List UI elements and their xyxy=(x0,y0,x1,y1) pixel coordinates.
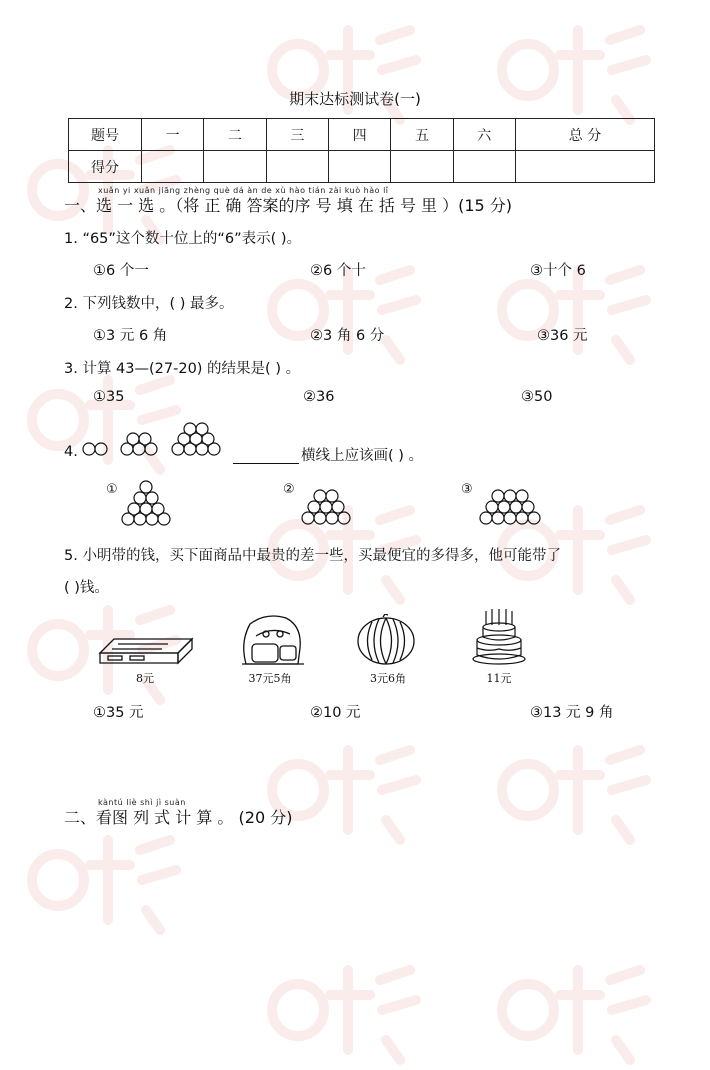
q2-option-1[interactable]: ①3 元 6 角 xyxy=(93,328,168,344)
question-3-stem: 3. 计算 43—(27-20) 的结果是( ) 。 xyxy=(64,361,301,377)
triangle-pattern-icon xyxy=(298,488,354,526)
score-header-cell: 五 xyxy=(391,119,453,151)
q3-option-1[interactable]: ①35 xyxy=(93,389,125,405)
score-header-cell: 四 xyxy=(328,119,390,151)
score-cell[interactable] xyxy=(266,151,328,183)
score-header-cell: 总 分 xyxy=(515,119,654,151)
backpack-icon xyxy=(236,612,308,668)
pencil-box-icon xyxy=(98,636,194,666)
q4-option-2-mark[interactable]: ② xyxy=(283,482,295,497)
section2-heading: 二、看图 列 式 计 算 。 (20 分) xyxy=(64,808,293,827)
score-header-cell: 题号 xyxy=(69,119,142,151)
answer-blank-line[interactable] xyxy=(233,449,299,464)
score-cell[interactable] xyxy=(204,151,266,183)
watermark-logo xyxy=(20,820,190,940)
score-table-score-row xyxy=(69,151,655,183)
score-header-cell: 二 xyxy=(204,119,266,151)
score-header-cell: 三 xyxy=(266,119,328,151)
price-label: 37元5角 xyxy=(248,672,292,685)
watermark-logo xyxy=(260,950,430,1070)
page-title: 期末达标测试卷(一) xyxy=(289,90,421,108)
question-1-stem: 1. “65”这个数十位上的“6”表示( )。 xyxy=(64,231,302,247)
score-cell[interactable] xyxy=(515,151,654,183)
q1-option-3[interactable]: ③十个 6 xyxy=(530,263,586,279)
score-cell[interactable] xyxy=(142,151,204,183)
watermelon-icon xyxy=(355,614,417,666)
circle-pattern-icon xyxy=(82,422,224,458)
q3-option-2[interactable]: ②36 xyxy=(303,389,335,405)
q3-option-3[interactable]: ③50 xyxy=(521,389,553,405)
score-table-header-row xyxy=(69,119,655,151)
triangle-pattern-icon xyxy=(118,480,174,526)
question-4-stem: 横线上应该画( ) 。 xyxy=(301,448,424,464)
q4-option-1-mark[interactable]: ① xyxy=(106,482,118,497)
cake-icon xyxy=(472,607,526,667)
q1-option-1[interactable]: ①6 个一 xyxy=(93,263,149,279)
question-5-stem-line2: ( )钱。 xyxy=(64,580,109,596)
score-header-cell: 一 xyxy=(142,119,204,151)
price-label: 3元6角 xyxy=(370,672,406,685)
score-cell[interactable] xyxy=(453,151,515,183)
watermark-logo xyxy=(490,730,660,850)
q5-option-3[interactable]: ③13 元 9 角 xyxy=(530,705,614,721)
section2-pinyin: kàntú liè shì jì suàn xyxy=(98,798,186,807)
price-label: 8元 xyxy=(136,672,154,685)
triangle-pattern-icon xyxy=(476,488,544,526)
watermark-logo xyxy=(260,730,430,850)
watermark-logo xyxy=(20,360,190,480)
section1-pinyin: xuǎn yi xuǎn jiāng zhèng què dá àn de xù hào tián zài kuò hào lǐ xyxy=(98,186,389,195)
q1-option-2[interactable]: ②6 个十 xyxy=(310,263,366,279)
q2-option-2[interactable]: ②3 角 6 分 xyxy=(310,328,385,344)
q5-option-1[interactable]: ①35 元 xyxy=(93,705,144,721)
watermark-logo xyxy=(490,10,660,130)
price-label: 11元 xyxy=(486,672,512,685)
watermark-logo xyxy=(490,950,660,1070)
score-row-label: 得分 xyxy=(69,151,142,183)
question-4-number: 4. xyxy=(64,444,78,460)
watermark-logo xyxy=(260,10,430,130)
q2-option-3[interactable]: ③36 元 xyxy=(537,328,588,344)
question-2-stem: 2. 下列钱数中，( ) 最多。 xyxy=(64,296,234,312)
score-header-cell: 六 xyxy=(453,119,515,151)
q5-option-2[interactable]: ②10 元 xyxy=(310,705,361,721)
score-table xyxy=(68,118,655,183)
score-cell[interactable] xyxy=(391,151,453,183)
section1-heading: 一、选 一 选 。（将 正 确 答案的序 号 填 在 括 号 里 ）(15 分) xyxy=(64,196,513,215)
question-5-stem: 5. 小明带的钱，买下面商品中最贵的差一些，买最便宜的多得多，他可能带了 xyxy=(64,548,561,564)
score-cell[interactable] xyxy=(328,151,390,183)
q4-option-3-mark[interactable]: ③ xyxy=(461,482,473,497)
